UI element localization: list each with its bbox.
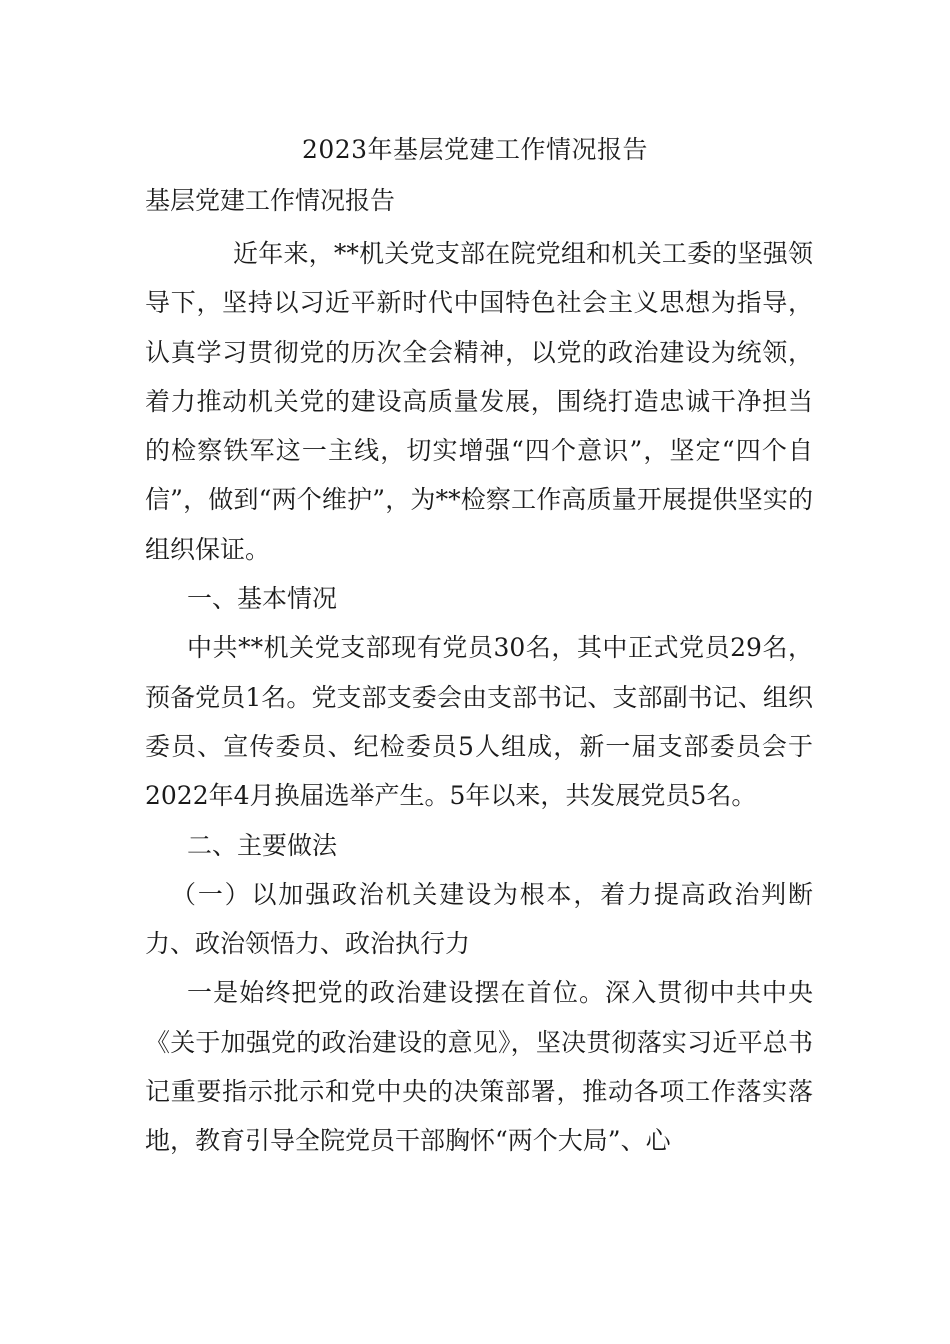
document-subtitle: 基层党建工作情况报告 <box>145 186 396 215</box>
paragraph-intro: 近年来，**机关党支部在院党组和机关工委的坚强领导下，坚持以习近平新时代中国特色社会主义思想为指导，认真学习贯彻党的历次全会精神，以党的政治建设为统领，着力推动机关党的建设高质量发展，围绕打造忠诚干净担当的检察铁军这一主线，切实增强“四个意识”，坚定“四个自信”，做到“两个维护”，为**检察工作高质量开展提供坚实的组织保证。 <box>145 239 813 564</box>
document-title: 2023年基层党建工作情况报告 <box>301 135 649 164</box>
section-heading-practices: 二、主要做法 <box>187 830 338 860</box>
document-body <box>145 229 813 1166</box>
paragraph-point-1: 一是始终把党的政治建设摆在首位。深入贯彻中共中央《关于加强党的政治建设的意见》，坚决贯彻落实习近平总书记重要指示批示和党中央的决策部署，推动各项工作落实落地，教育引导全院党员干部胸怀“两个大局”、心 <box>145 978 813 1156</box>
subsection-heading-1: （一）以加强政治机关建设为根本，着力提高政治判断力、政治领悟力、政治执行力 <box>145 879 813 959</box>
section-heading-basic: 一、基本情况 <box>187 584 338 614</box>
paragraph-basic-info: 中共**机关党支部现有党员30名，其中正式党员29名，预备党员1名。党支部支委会由支部书记、支部副书记、组织委员、宣传委员、纪检委员5人组成，新一届支部委员会于2022年4月换届选举产生。5年以来，共发展党员5名。 <box>145 633 813 811</box>
